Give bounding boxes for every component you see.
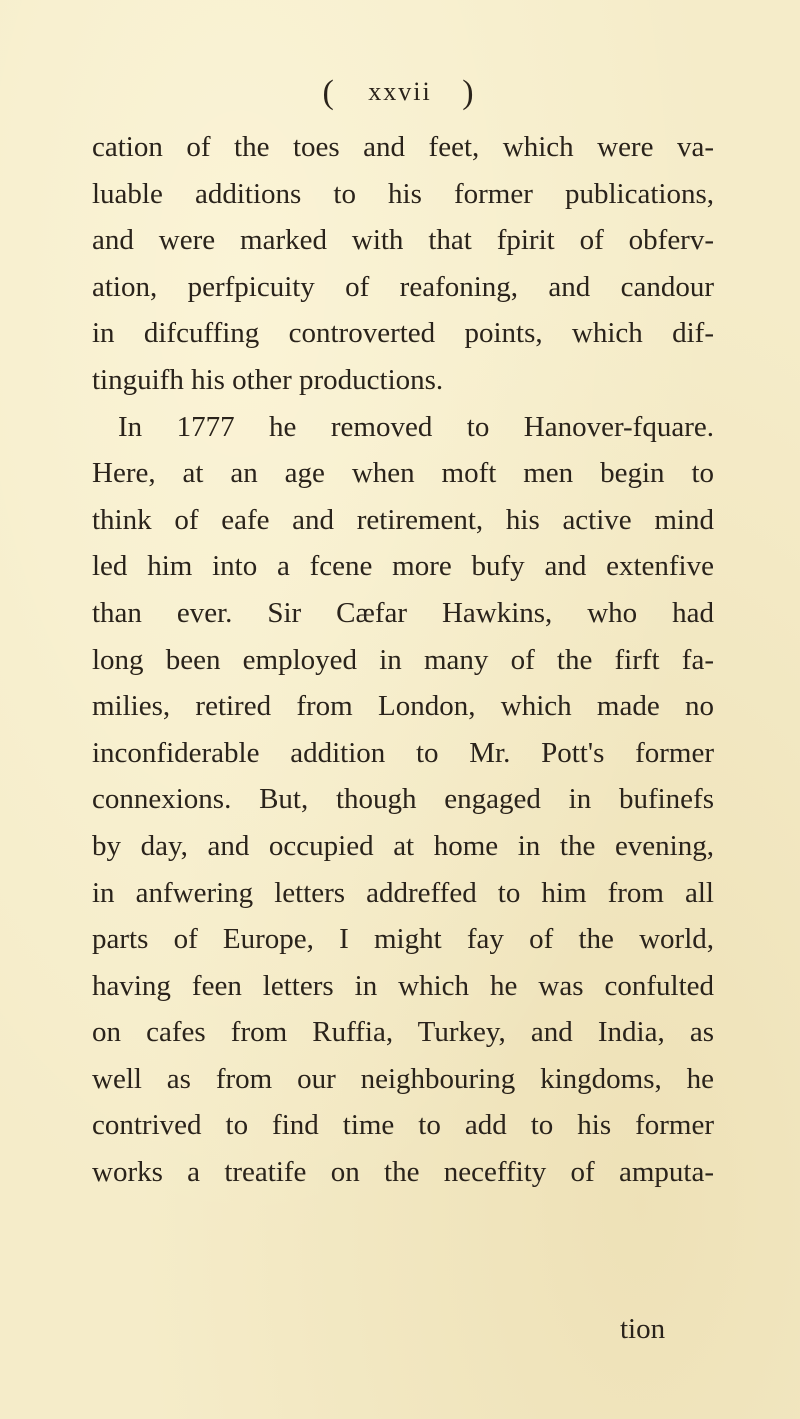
text-line: in difcuffing controverted points, which dif- [92,317,714,350]
text-line: led him into a fcene more bufy and extenfive [92,550,714,583]
text-line: works a treatife on the neceffity of amputa- [92,1156,714,1189]
text-line: on cafes from Ruffia, Turkey, and India, as [92,1016,714,1049]
text-line: in anfwering letters addreffed to him from all [92,876,714,909]
body-text [92,124,714,1196]
header-open-paren: ( [322,74,338,111]
text-line: ation, perfpicuity of reafoning, and candour [92,270,714,303]
text-line: tinguifh his other productions. [92,363,444,396]
text-line: having feen letters in which he was confulted [92,969,714,1002]
text-line: long been employed in many of the firft fa- [92,643,714,676]
text-line: contrived to find time to add to his former [92,1109,714,1142]
text-line: luable additions to his former publications, [92,177,714,210]
text-line: think of eafe and retirement, his active mind [92,503,714,536]
text-line: connexions. But, though engaged in bufinefs [92,783,714,816]
text-line: cation of the toes and feet, which were va- [92,131,714,163]
catchword: tion [620,1313,666,1345]
text-line: well as from our neighbouring kingdoms, he [92,1062,714,1095]
page-number: xxvii [368,77,432,106]
text-line: Here, at an age when moft men begin to [92,457,714,490]
text-line: milies, retired from London, which made no [92,690,714,723]
header-close-paren: ) [462,74,478,111]
text-line: by day, and occupied at home in the evening, [92,829,714,862]
text-line: than ever. Sir Cæfar Hawkins, who had [92,596,714,629]
paragraph-start-line: In 1777 he removed to Hanover-fquare. [118,410,714,443]
page-header [0,74,800,112]
text-line: parts of Europe, I might fay of the world, [92,923,714,956]
text-line: inconfiderable addition to Mr. Pott's former [92,736,714,769]
text-line: and were marked with that fpirit of obferv- [92,224,714,257]
